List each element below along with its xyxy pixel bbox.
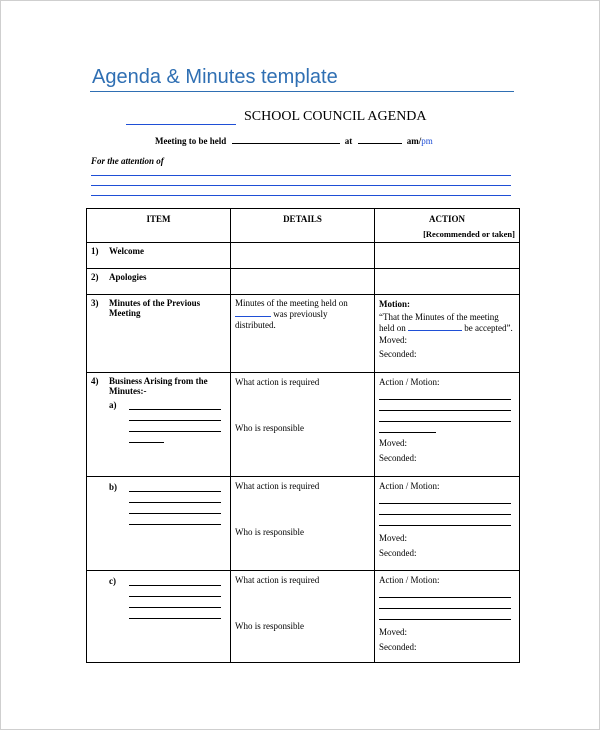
subitem-line[interactable] [129, 422, 221, 432]
meeting-at-label: at [344, 136, 353, 146]
header-item: ITEM [87, 209, 231, 243]
agenda-table [86, 208, 520, 663]
meeting-time-blank[interactable] [358, 137, 402, 144]
seconded-label: Seconded: [379, 642, 417, 652]
action-motion-label: Action / Motion: [379, 575, 440, 585]
subitem-line[interactable] [129, 504, 221, 514]
action-cell[interactable] [375, 269, 520, 295]
agenda-title-rule [126, 124, 236, 125]
seconded-label: Seconded: [379, 349, 417, 359]
attention-label: For the attention of [91, 156, 164, 166]
action-cell [375, 477, 520, 571]
subitem-label: b) [109, 482, 118, 492]
attention-line-2[interactable] [91, 185, 511, 186]
subitem-label: a) [109, 400, 117, 410]
what-action-label: What action is required [235, 575, 320, 585]
table-row [87, 295, 520, 373]
table-row [87, 269, 520, 295]
attention-line-1[interactable] [91, 175, 511, 176]
table-row [87, 571, 520, 663]
page-title: Agenda & Minutes template [92, 66, 338, 88]
action-line[interactable] [379, 599, 511, 609]
action-line[interactable] [379, 610, 511, 620]
subitem-line[interactable] [129, 482, 221, 492]
seconded-label: Seconded: [379, 453, 417, 463]
subitem-line[interactable] [129, 587, 221, 597]
action-line[interactable] [379, 423, 436, 433]
item-label: Minutes of the Previous Meeting [109, 298, 201, 318]
action-line[interactable] [379, 505, 511, 515]
action-cell [375, 571, 520, 663]
action-cell[interactable] [375, 243, 520, 269]
what-action-label: What action is required [235, 377, 320, 387]
item-apologies [87, 269, 231, 295]
moved-label: Moved: [379, 627, 407, 637]
item-label: Welcome [109, 246, 144, 256]
item-business-arising-b [87, 477, 231, 571]
subitem-label: c) [109, 576, 116, 586]
action-line[interactable] [379, 516, 511, 526]
action-motion-label: Action / Motion: [379, 377, 440, 387]
subitem-line[interactable] [129, 400, 221, 410]
details-cell [231, 373, 375, 477]
item-business-arising-c [87, 571, 231, 663]
meeting-held-label: Meeting to be held [155, 136, 227, 146]
table-row [87, 373, 520, 477]
action-cell [375, 295, 520, 373]
attention-line-3[interactable] [91, 195, 511, 196]
meeting-info-row [155, 136, 433, 146]
action-motion-label: Action / Motion: [379, 481, 440, 491]
meeting-date-blank[interactable] [232, 137, 340, 144]
meeting-pm-label: pm [421, 136, 433, 146]
item-label: Business Arising from the Minutes:- [109, 376, 208, 396]
item-number: 3) [91, 298, 99, 308]
table-row [87, 243, 520, 269]
item-number: 2) [91, 272, 99, 282]
moved-label: Moved: [379, 438, 407, 448]
item-previous-minutes [87, 295, 231, 373]
who-responsible-label: Who is responsible [235, 621, 304, 631]
moved-label: Moved: [379, 335, 407, 345]
what-action-label: What action is required [235, 481, 320, 491]
header-action-sub: [Recommended or taken] [423, 229, 515, 239]
item-welcome [87, 243, 231, 269]
item-number: 4) [91, 376, 99, 386]
details-cell[interactable] [231, 243, 375, 269]
item-number: 1) [91, 246, 99, 256]
action-line[interactable] [379, 494, 511, 504]
header-action [375, 209, 520, 243]
who-responsible-label: Who is responsible [235, 527, 304, 537]
motion-text: “That the Minutes of the meeting held on [379, 312, 499, 333]
action-line[interactable] [379, 390, 511, 400]
meeting-am-label: am/ [406, 136, 422, 146]
who-responsible-label: Who is responsible [235, 423, 304, 433]
minutes-date-blank[interactable] [235, 309, 271, 317]
subitem-line[interactable] [129, 411, 221, 421]
header-action-label: ACTION [428, 214, 465, 224]
item-business-arising-a [87, 373, 231, 477]
seconded-label: Seconded: [379, 548, 417, 558]
details-text: Minutes of the meeting held on [235, 298, 348, 308]
subitem-line[interactable] [129, 576, 221, 586]
header-details: DETAILS [231, 209, 375, 243]
title-divider [90, 91, 514, 92]
subitem-line[interactable] [129, 515, 221, 525]
details-cell [231, 477, 375, 571]
action-line[interactable] [379, 401, 511, 411]
details-text-end: was previously distributed. [235, 309, 328, 330]
motion-text-end: be accepted”. [464, 323, 513, 333]
agenda-title: SCHOOL COUNCIL AGENDA [244, 109, 427, 124]
subitem-line[interactable] [129, 598, 221, 608]
motion-label: Motion: [379, 299, 410, 309]
table-row [87, 477, 520, 571]
subitem-line[interactable] [129, 493, 221, 503]
item-label: Apologies [109, 272, 147, 282]
action-line[interactable] [379, 588, 511, 598]
subitem-line[interactable] [129, 433, 164, 443]
action-cell [375, 373, 520, 477]
subitem-line[interactable] [129, 609, 221, 619]
details-cell[interactable] [231, 269, 375, 295]
moved-label: Moved: [379, 533, 407, 543]
details-cell [231, 295, 375, 373]
table-header-row [87, 209, 520, 243]
motion-date-blank[interactable] [408, 323, 462, 331]
details-cell [231, 571, 375, 663]
action-line[interactable] [379, 412, 511, 422]
